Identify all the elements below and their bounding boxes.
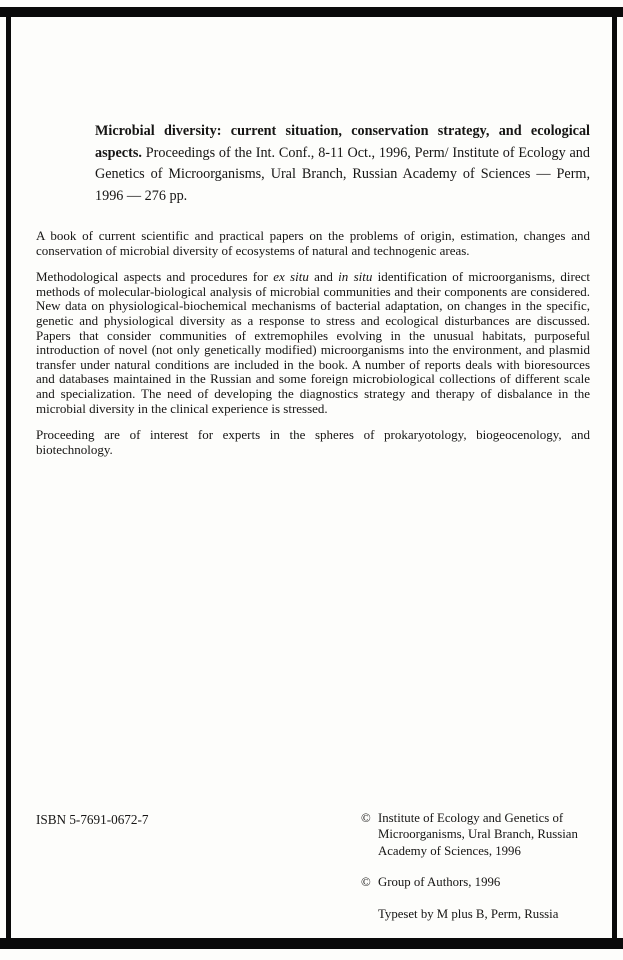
copyright-icon: © [361,811,371,825]
annotation-text [36,229,590,469]
copyright-icon: © [361,875,371,890]
bibliographic-reference [95,121,590,207]
authors-copyright-row [361,874,589,890]
abstract-p2-segment: Methodological aspects and procedures for [36,269,274,285]
scan-edge-left [6,7,11,949]
typeset-credit-row [361,906,589,922]
ex-situ-term: ex situ [273,269,309,285]
publisher-copyright-text: Institute of Ecology and Genetics of Microorganisms, Ural Branch, Russian Academy of Sciences, 1996 [378,811,578,858]
typeset-credit-text: Typeset by M plus B, Perm, Russia [378,906,559,921]
colophon-credits [361,810,589,937]
abstract-paragraph-2 [36,270,590,416]
publisher-copyright-row [361,810,589,859]
abstract-paragraph-1: A book of current scientific and practical papers on the problems of origin, estimation, changes and conservation of microbial diversity of ecosystems of natural and technogenic areas. [36,228,590,258]
isbn-number: ISBN 5-7691-0672-7 [36,812,149,827]
abstract-p2-segment: identification of microorganisms, direct methods of molecular-biological analysis of microbial communities and their components are considered. New data on physiological-biochemical mechanisms of bacterial adaptation, on changes in the specific, genetic and physiological diversity as a response to stress and ecological disturbances are discussed. Papers that consider communities of extremophiles evolving in the unusual habitats, purposeful introduction of novel (not only genetically modified) microorganisms into the environment, and plasmid transfer under natural conditions are included in the book. A number of reports deals with bioresources and databases maintained in the Russian and some foreign microbiological collections of different scale and specialization. The need of developing the diagnostics strategy and therapy of disbalance in the microbial diversity in the clinical experience is stressed. [36,269,590,416]
book-imprint: Proceedings of the Int. Conf., 8-11 Oct., 1996, Perm/ Institute of Ecology and Genetics of Microorganisms, Ural Branch, Russian Academy of Sciences — Perm, 1996 — 276 pp. [95,144,590,204]
scan-edge-bottom [0,938,623,949]
scan-edge-right [612,7,617,949]
abstract-p2-segment: and [308,269,339,285]
abstract-paragraph-3: Proceeding are of interest for experts in the spheres of prokaryotology, biogeocenology, and biotechnology. [36,427,590,457]
in-situ-term: in situ [338,269,373,285]
scan-edge-top [0,7,623,17]
book-title: Microbial diversity: current situation, conservation strategy, and ecological aspects. [95,123,590,161]
authors-copyright-text: Group of Authors, 1996 [378,875,501,890]
